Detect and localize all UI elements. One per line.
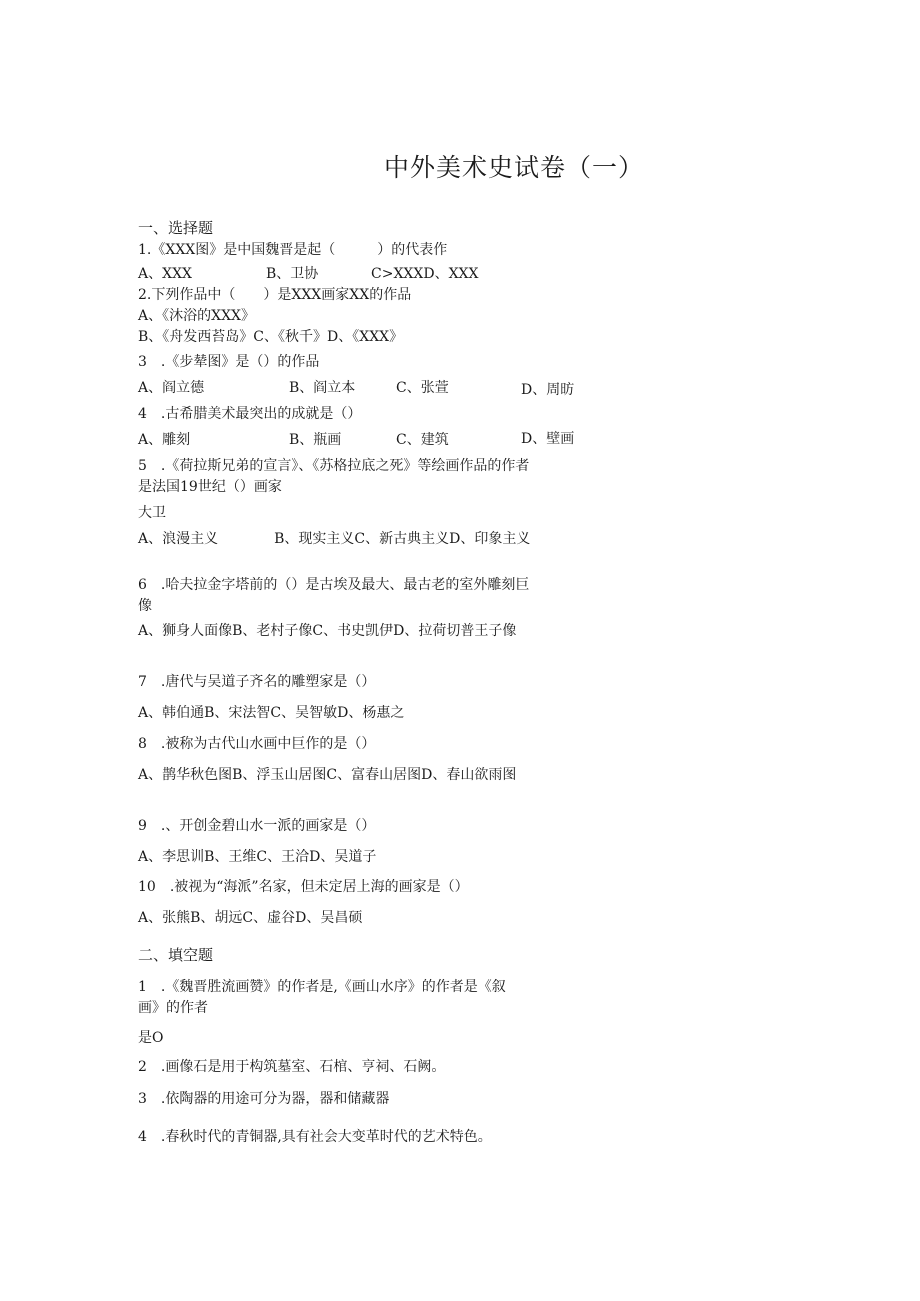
q3-option-b: B、阎立本 xyxy=(289,380,356,396)
section-heading-fill: 二、填空题 xyxy=(138,946,214,964)
fill-3: 3 .依陶器的用途可分为器，器和储藏器 xyxy=(138,1091,390,1107)
q2-option-bcd: B、《舟发西苔岛》C、《秋千》D、《XXX》 xyxy=(138,329,404,345)
question-6: 6 .哈夫拉金字塔前的（）是古埃及最大、最古老的室外雕刻巨像 xyxy=(138,577,530,614)
fill-1: 1 .《魏晋胜流画赞》的作者是,《画山水序》的作者是《叙画》的作者 xyxy=(138,979,506,1016)
q4-option-a: A、雕刻 xyxy=(138,432,191,448)
q1-option-b: B、卫协 xyxy=(266,266,319,282)
q4-option-b: B、瓶画 xyxy=(289,432,342,448)
q1-option-a: A、XXX xyxy=(138,266,193,282)
q5-answer-note: 大卫 xyxy=(138,505,166,521)
q5-options: A、浪漫主义 B、现实主义C、新古典主义D、印象主义 xyxy=(138,531,531,547)
q4-option-d: D、壁画 xyxy=(521,431,575,447)
q7-options: A、韩伯通B、宋法智C、吴智敏D、杨惠之 xyxy=(138,705,405,721)
question-4: 4 .古希腊美术最突出的成就是（） xyxy=(138,406,362,422)
fill-1-continuation: 是O xyxy=(138,1030,164,1046)
question-3: 3 .《步辇图》是（）的作品 xyxy=(138,354,320,370)
q8-options: A、鹊华秋色图B、浮玉山居图C、富春山居图D、春山欲雨图 xyxy=(138,767,517,783)
question-10: 10 .被视为“海派”名家，但未定居上海的画家是（） xyxy=(138,879,469,895)
section-heading-choice: 一、选择题 xyxy=(138,219,214,237)
page-title: 中外美术史试卷（一） xyxy=(384,153,645,182)
fill-4: 4 .春秋时代的青铜器,具有社会大变革时代的艺术特色。 xyxy=(138,1129,492,1145)
q4-option-c: C、建筑 xyxy=(396,432,449,448)
q6-options: A、狮身人面像B、老村子像C、书史凯伊D、拉荷切普王子像 xyxy=(138,623,517,639)
fill-2: 2 .画像石是用于构筑墓室、石棺、亨祠、石阙。 xyxy=(138,1059,446,1075)
q2-option-a: A、《沐浴的XXX》 xyxy=(138,308,256,324)
q9-options: A、李思训B、王维C、王洽D、吴道子 xyxy=(138,849,377,865)
question-7: 7 .唐代与吴道子齐名的雕塑家是（） xyxy=(138,674,376,690)
question-8: 8 .被称为古代山水画中巨作的是（） xyxy=(138,736,376,752)
q3-option-a: A、阎立德 xyxy=(138,380,205,396)
question-9: 9 .、开创金碧山水一派的画家是（） xyxy=(138,818,376,834)
q10-options: A、张熊B、胡远C、虚谷D、吴昌硕 xyxy=(138,910,363,926)
q1-option-cd: C>XXXD、XXX xyxy=(371,266,479,282)
question-2: 2.下列作品中（ ）是XXX画家XX的作品 xyxy=(138,287,412,303)
q3-option-c: C、张萱 xyxy=(396,380,449,396)
question-5: 5 .《荷拉斯兄弟的宣言》、《苏格拉底之死》等绘画作品的作者是法国19世纪（）画家 xyxy=(138,458,530,495)
question-1: 1.《XXX图》是中国魏晋是起（ ）的代表作 xyxy=(138,242,448,258)
q3-option-d: D、周昉 xyxy=(521,382,575,398)
